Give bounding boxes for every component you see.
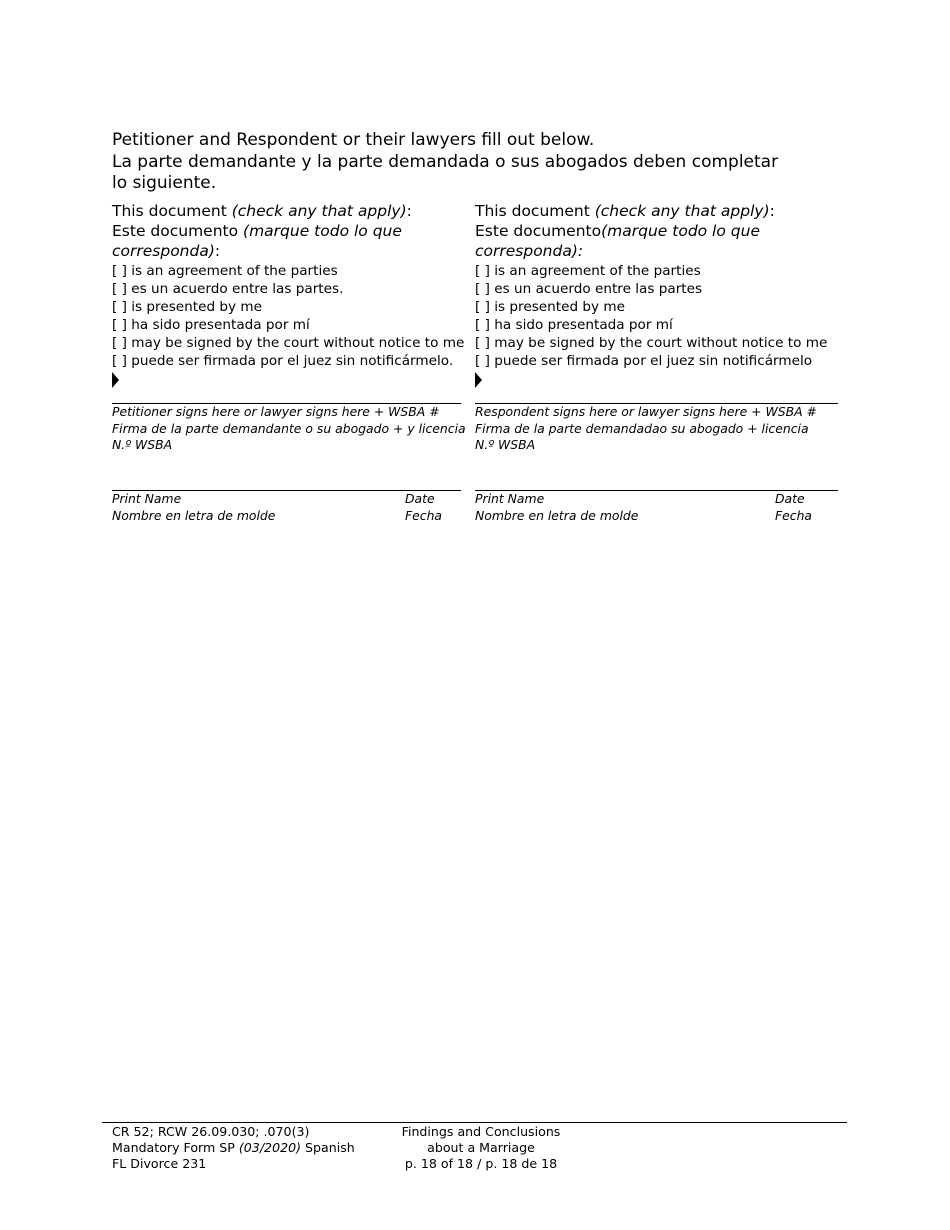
footer-divider [102, 1122, 847, 1123]
footer-center [381, 1124, 581, 1172]
heading-line-1: Petitioner and Respondent or their lawyers fill out below. [112, 130, 595, 150]
footer-left [112, 1124, 355, 1172]
respondent-corresponda: corresponda): [475, 242, 584, 260]
respondent-nombre-label: Nombre en letra de molde [475, 507, 639, 523]
petitioner-options [112, 262, 465, 370]
respondent-sign-label-en: Respondent signs here or lawyer signs here + WSBA # [475, 404, 817, 419]
respondent-option-presentada[interactable]: [ ] ha sido presentada por mí [475, 317, 673, 333]
petitioner-signature-labels [112, 404, 466, 454]
respondent-fecha-label: Fecha [775, 507, 813, 523]
respondent-date-labels [775, 491, 812, 524]
sign-here-arrow-icon [475, 372, 482, 388]
respondent-option-acuerdo[interactable]: [ ] es un acuerdo entre las partes [475, 281, 703, 297]
petitioner-option-acuerdo[interactable]: [ ] es un acuerdo entre las partes. [112, 281, 344, 297]
petitioner-option-agreement[interactable]: [ ] is an agreement of the parties [112, 263, 338, 279]
footer-statute: CR 52; RCW 26.09.030; .070(3) [112, 1124, 310, 1139]
respondent-print-name-labels [475, 491, 638, 524]
footer-doc-title-2: about a Marriage [427, 1140, 535, 1155]
respondent-signature-labels [475, 404, 817, 454]
respondent-wsba-label: N.º WSBA [475, 437, 536, 452]
respondent-option-agreement[interactable]: [ ] is an agreement of the parties [475, 263, 701, 279]
footer-page-number: p. 18 of 18 / p. 18 de 18 [404, 1156, 558, 1171]
respondent-options [475, 262, 838, 370]
petitioner-este-documento: Este documento (marque todo lo que [112, 222, 402, 240]
instructions-heading [112, 130, 832, 195]
respondent-section [475, 201, 838, 388]
petitioner-fecha-label: Fecha [405, 507, 443, 523]
petitioner-option-firmada-sin-notificar[interactable]: [ ] puede ser firmada por el juez sin notificármelo. [112, 353, 454, 369]
respondent-option-presented[interactable]: [ ] is presented by me [475, 299, 626, 315]
respondent-sign-label-es: Firma de la parte demandadao su abogado + licencia [475, 420, 809, 436]
petitioner-print-name-labels [112, 491, 275, 524]
petitioner-nombre-label: Nombre en letra de molde [112, 507, 276, 523]
petitioner-option-presentada[interactable]: [ ] ha sido presentada por mí [112, 317, 310, 333]
petitioner-sign-label-es: Firma de la parte demandante o su abogado + y licencia [112, 420, 466, 436]
petitioner-print-name-label: Print Name [112, 491, 182, 506]
petitioner-this-document: This document (check any that apply): [112, 202, 412, 220]
petitioner-date-label: Date [405, 491, 435, 506]
petitioner-corresponda: corresponda): [112, 242, 221, 260]
heading-line-2: La parte demandante y la parte demandada o sus abogados deben completar [112, 151, 779, 172]
respondent-this-document: This document (check any that apply): [475, 202, 775, 220]
heading-line-3: lo siguiente. [112, 173, 217, 193]
sign-here-arrow-icon [112, 372, 119, 388]
petitioner-section [112, 201, 465, 388]
footer-form-version: Mandatory Form SP (03/2020) Spanish [112, 1140, 355, 1155]
petitioner-option-presented[interactable]: [ ] is presented by me [112, 299, 263, 315]
petitioner-sign-label-en: Petitioner signs here or lawyer signs here + WSBA # [112, 404, 440, 419]
petitioner-option-signed-without-notice[interactable]: [ ] may be signed by the court without notice to me [112, 335, 465, 351]
petitioner-wsba-label: N.º WSBA [112, 437, 173, 452]
petitioner-date-labels [405, 491, 442, 524]
respondent-este-documento: Este documento(marque todo lo que [475, 222, 760, 240]
respondent-option-firmada-sin-notificar[interactable]: [ ] puede ser firmada por el juez sin notificármelo [475, 353, 813, 369]
respondent-date-label: Date [775, 491, 805, 506]
footer-doc-title-1: Findings and Conclusions [401, 1124, 561, 1139]
respondent-option-signed-without-notice[interactable]: [ ] may be signed by the court without notice to me [475, 335, 828, 351]
respondent-print-name-label: Print Name [475, 491, 545, 506]
footer-form-id: FL Divorce 231 [112, 1156, 207, 1171]
